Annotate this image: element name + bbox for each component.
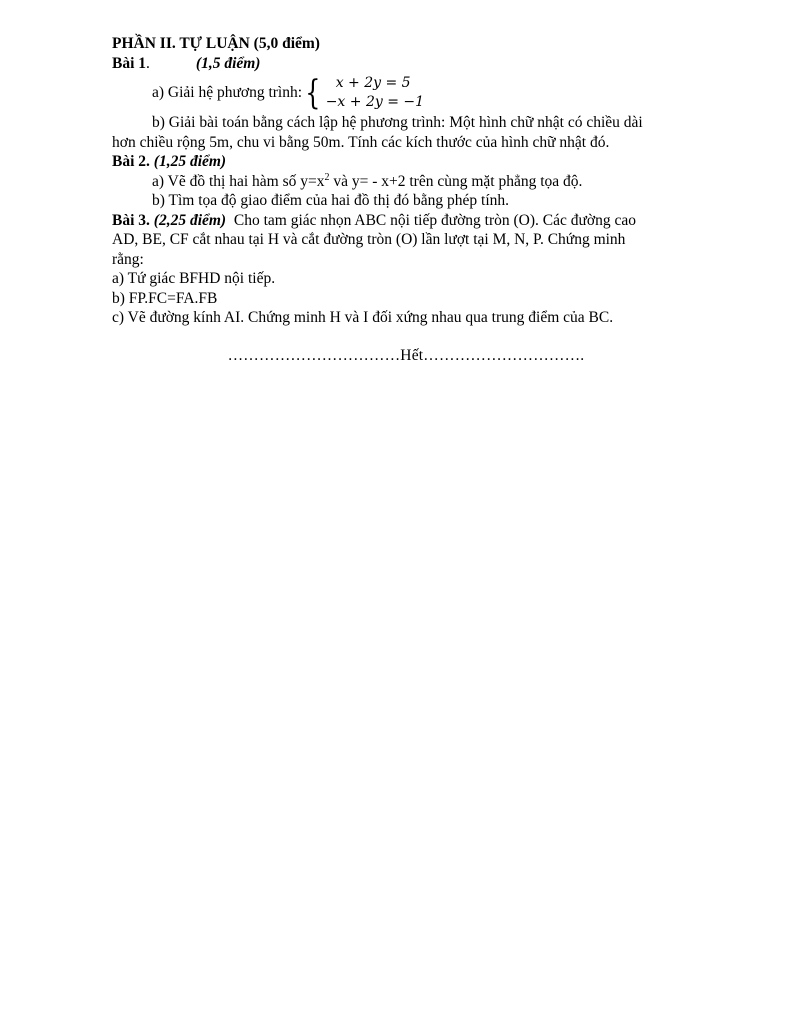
bai3-dot: . (146, 211, 150, 229)
end-marker: ……………………………Hết…………………………. (227, 346, 585, 364)
bai1-b-line1: b) Giải bài toán bằng cách lập hệ phương trình: Một hình chữ nhật có chiều dài (152, 114, 643, 131)
bai1-a-text: a) Giải hệ phương trình: (152, 84, 303, 102)
bai1-b-line2: hơn chiều rộng 5m, chu vi bằng 50m. Tính các kích thước của hình chữ nhật đó. (112, 133, 610, 151)
section-title: PHẦN II. TỰ LUẬN (5,0 điểm) (112, 35, 320, 52)
bai2-dot: . (146, 153, 150, 170)
equation-1: x + 2y = 5 (335, 75, 411, 91)
bai3-points: (2,25 điểm) (153, 211, 227, 229)
bai3-header (112, 211, 700, 231)
bai2-header (112, 152, 700, 172)
exam-page (112, 34, 700, 365)
bai2-a-post: và y= - x+2 trên cùng mặt phẳng tọa độ. (329, 172, 583, 190)
bai1-header (112, 54, 700, 74)
bai3-c: c) Vẽ đường kính AI. Chứng minh H và I đối xứng nhau qua trung điểm của BC. (112, 309, 614, 326)
bai3-label: Bài 3 (112, 211, 147, 229)
bai2-a-pre: a) Vẽ đồ thị hai hàm số y=x (152, 172, 325, 190)
bai2-points: (1,25 điểm) (153, 153, 227, 170)
bai3-b: b) FP.FC=FA.FB (112, 289, 218, 307)
equation-system (326, 74, 424, 112)
bai3-a: a) Tứ giác BFHD nội tiếp. (112, 270, 276, 287)
system-brace-icon: { (305, 73, 321, 113)
bai1-points: (1,5 điểm) (195, 54, 261, 72)
bai3-intro-2: AD, BE, CF cắt nhau tại H và cắt đường tròn (O) lần lượt tại M, N, P. Chứng minh (112, 231, 626, 248)
bai3-intro-1: Cho tam giác nhọn ABC nội tiếp đường tròn (O). Các đường cao (233, 211, 636, 229)
bai1-dot: . (146, 54, 150, 72)
bai3-intro-3: rằng: (112, 250, 144, 268)
bai2-a-sup: 2 (324, 171, 330, 183)
bai2-label: Bài 2 (112, 153, 147, 170)
bai1-label: Bài 1 (112, 54, 147, 72)
bai2-a (112, 172, 700, 192)
bai2-b: b) Tìm tọa độ giao điểm của hai đồ thị đó bằng phép tính. (152, 192, 510, 209)
bai1-a-row (112, 73, 700, 113)
equation-2: −x + 2y = −1 (325, 94, 425, 110)
